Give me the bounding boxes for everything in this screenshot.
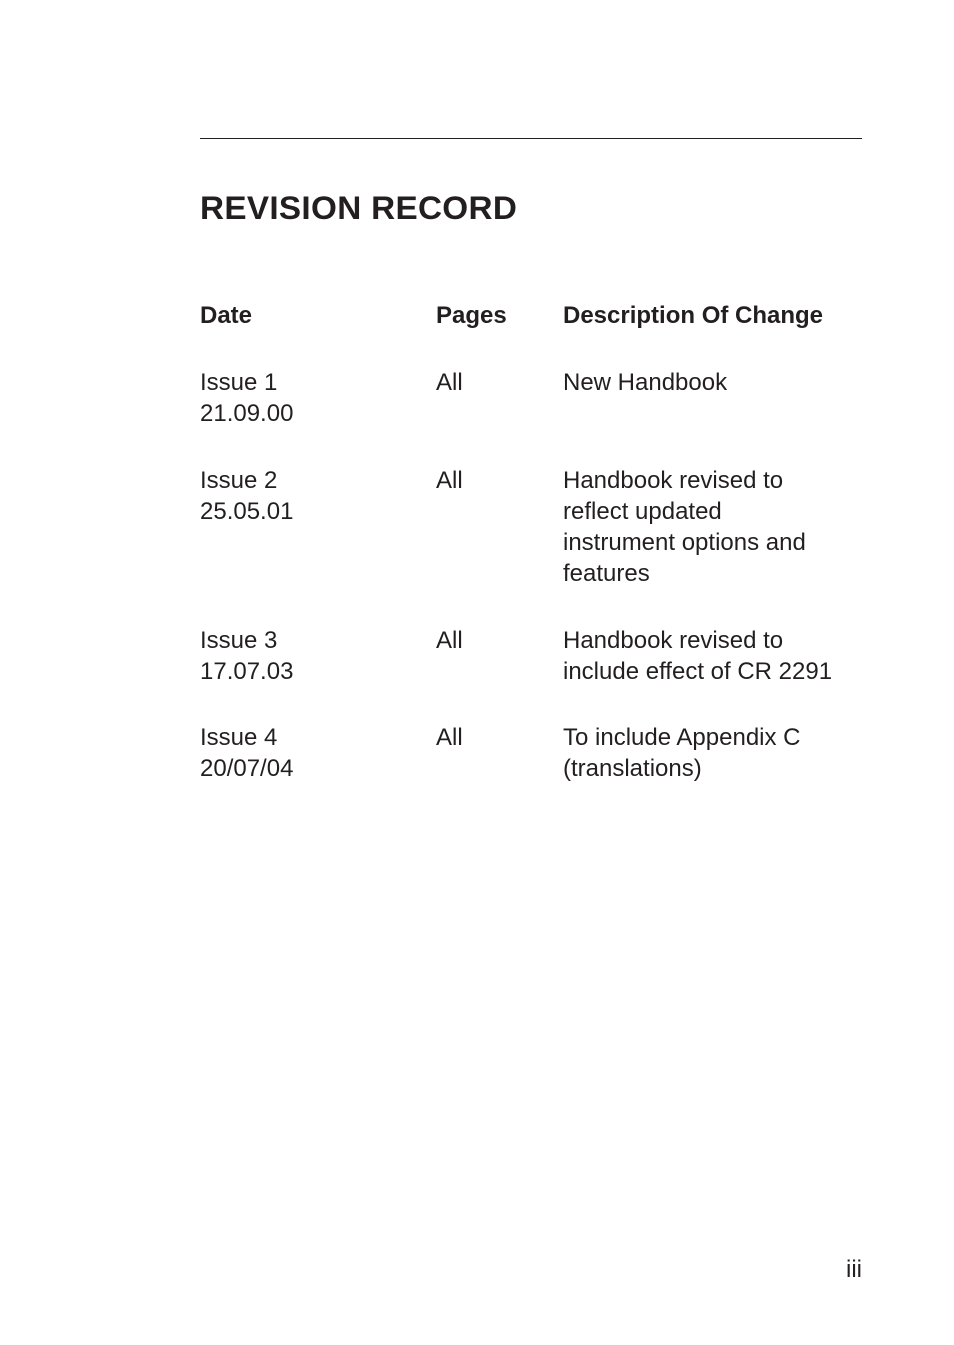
header-date: Date (200, 302, 253, 329)
description-line: features (563, 560, 650, 587)
issue-label: Issue 4 (200, 724, 278, 751)
issue-date: 25.05.01 (200, 498, 294, 525)
issue-date: 17.07.03 (200, 658, 294, 685)
issue-label: Issue 3 (200, 627, 278, 654)
pages-cell: All (436, 627, 463, 654)
description-cell (563, 625, 873, 687)
date-cell (200, 722, 420, 784)
description-line: (translations) (563, 755, 702, 782)
page-title: REVISION RECORD (200, 190, 518, 226)
issue-label: Issue 2 (200, 467, 278, 494)
description-line: Handbook revised to (563, 467, 784, 494)
date-cell (200, 625, 420, 687)
date-cell (200, 367, 420, 429)
top-rule (200, 138, 862, 139)
pages-cell: All (436, 724, 463, 751)
description-cell (563, 722, 873, 784)
issue-label: Issue 1 (200, 369, 278, 396)
header-pages: Pages (436, 302, 507, 329)
date-cell (200, 465, 420, 527)
description-line: include effect of CR 2291 (563, 658, 833, 685)
issue-date: 21.09.00 (200, 400, 294, 427)
description-line: Handbook revised to (563, 627, 784, 654)
description-cell (563, 465, 873, 589)
description-line: reflect updated (563, 498, 722, 525)
description-cell (563, 367, 873, 398)
description-line: instrument options and (563, 529, 806, 556)
description-line: To include Appendix C (563, 724, 801, 751)
description-line: New Handbook (563, 369, 728, 396)
pages-cell: All (436, 369, 463, 396)
issue-date: 20/07/04 (200, 755, 294, 782)
page-number: iii (846, 1256, 862, 1283)
pages-cell: All (436, 467, 463, 494)
header-description: Description Of Change (563, 302, 824, 329)
